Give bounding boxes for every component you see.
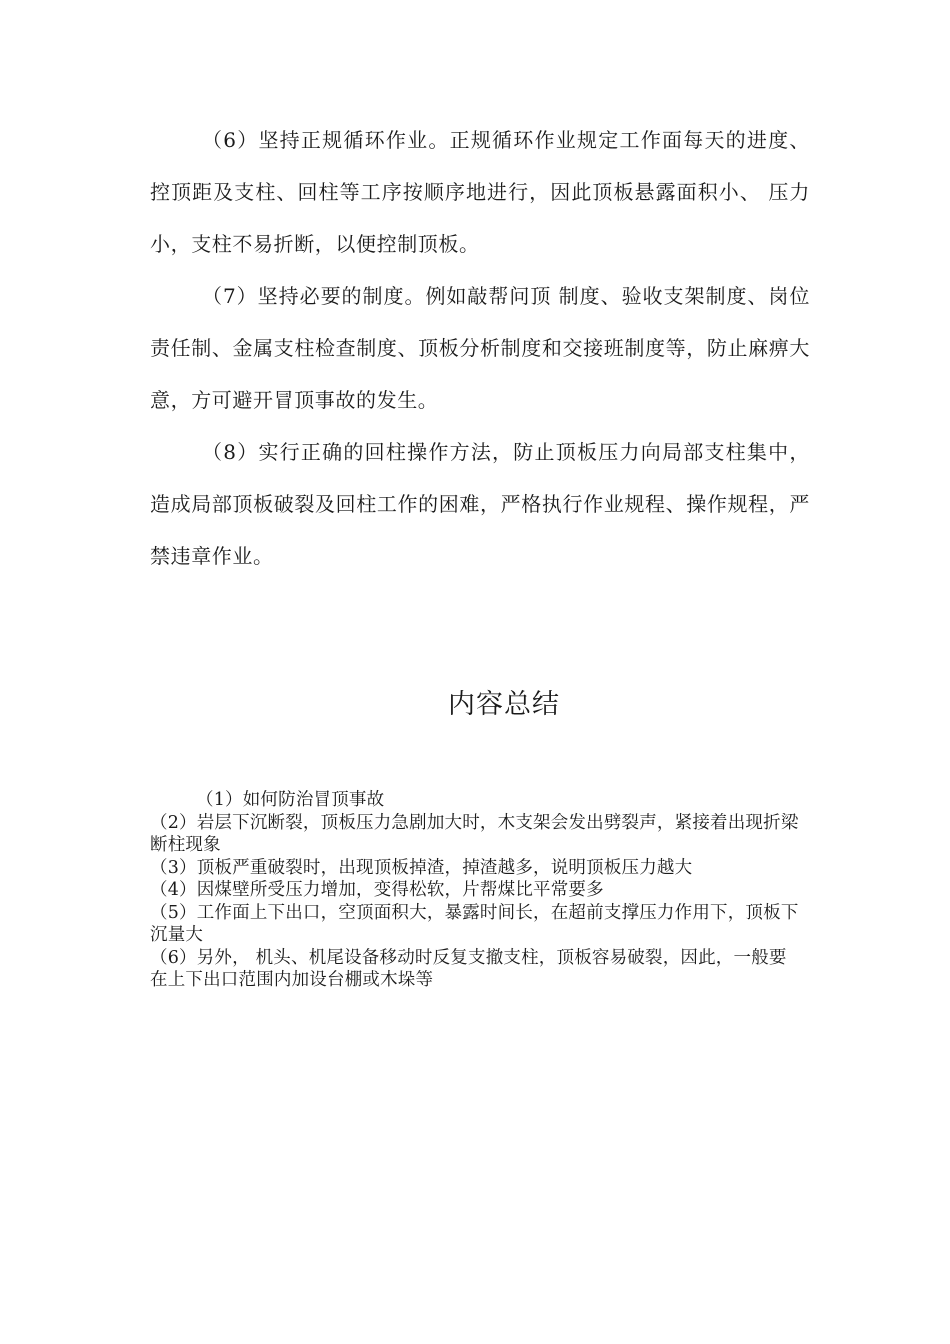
summary-item: （1）如何防治冒顶事故 (196, 790, 385, 810)
summary-item: （5）工作面上下出口，空顶面积大，暴露时间长，在超前支撑压力作用下，顶板下沉量大 (150, 902, 799, 945)
summary-item: （6）另外， 机头、机尾设备移动时反复支撤支柱，顶板容易破裂，因此，一般要在上下出口范围内加设台棚或木垛等 (150, 947, 787, 990)
paragraph-6: （6）坚持正规循环作业。正规循环作业规定工作面每天的进度、控顶距及支柱、回柱等工序按顺序地进行，因此顶板悬露面积小、 压力小，支柱不易折断，以便控制顶板。 (150, 128, 810, 256)
summary-item: （2）岩层下沉断裂，顶板压力急剧加大时，木支架会发出劈裂声，紧接着出现折梁断柱现象 (150, 812, 799, 855)
paragraph-8: （8）实行正确的回柱操作方法，防止顶板压力向局部支柱集中，造成局部顶板破裂及回柱工作的困难，严格执行作业规程、操作规程，严禁违章作业。 (150, 440, 810, 568)
summary-item: （3）顶板严重破裂时，出现顶板掉渣，掉渣越多，说明顶板压力越大 (150, 857, 693, 878)
paragraph-7: （7）坚持必要的制度。例如敲帮问顶 制度、验收支架制度、岗位责任制、金属支柱检查制度、顶板分析制度和交接班制度等，防止麻痹大意，方可避开冒顶事故的发生。 (150, 284, 810, 412)
summary-list (150, 789, 802, 992)
summary-item: （4）因煤壁所受压力增加，变得松软，片帮煤比平常要多 (150, 880, 604, 900)
summary-title: 内容总结 (448, 689, 560, 720)
body-text (150, 114, 810, 582)
